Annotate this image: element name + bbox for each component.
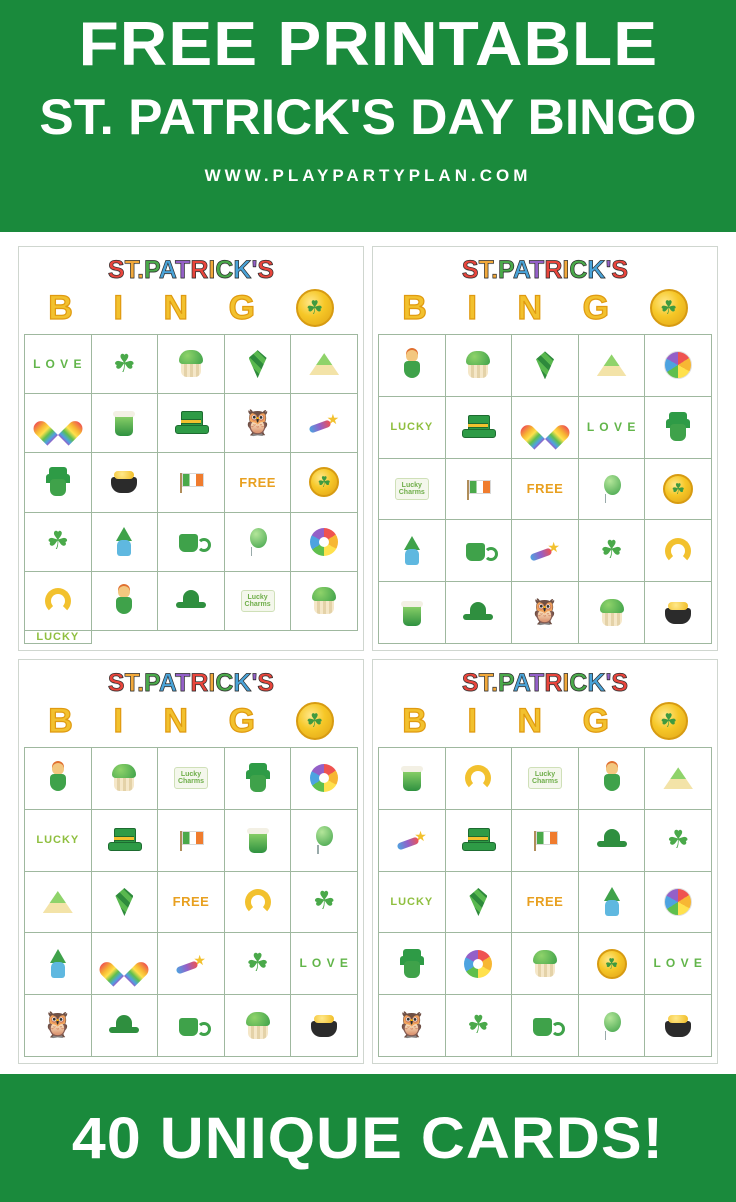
bingo-cell[interactable] (225, 810, 292, 872)
bingo-grid (378, 747, 712, 1057)
bingo-grid (24, 334, 358, 644)
bingo-cell[interactable] (25, 513, 92, 572)
rainbow-donut-icon (464, 950, 492, 978)
bingo-grid (24, 747, 358, 1057)
shooting-star-icon (309, 411, 339, 435)
card-title-letter: A (512, 669, 530, 697)
irish-flag-icon (531, 829, 559, 851)
bingo-word-cell[interactable]: LUCKY (379, 397, 446, 459)
bingo-cell[interactable] (225, 335, 292, 394)
bingo-cell[interactable] (579, 933, 646, 995)
pie-icon (663, 767, 693, 789)
balloon-icon (311, 826, 337, 854)
card-title-letter: ' (605, 256, 612, 284)
bingo-cell[interactable] (25, 394, 92, 453)
bingo-word-row (382, 700, 708, 742)
card-title-letter: . (491, 669, 499, 697)
pie-icon (597, 354, 627, 376)
lucky-charm-sign-icon: Lucky Charms (395, 478, 429, 500)
card-title-letter: C (215, 256, 234, 284)
irish-flag-icon (177, 471, 205, 493)
bingo-cell[interactable] (291, 872, 358, 934)
bingo-cell[interactable] (92, 810, 159, 872)
bingo-cell[interactable] (225, 513, 292, 572)
bingo-cell[interactable] (158, 453, 225, 512)
bingo-letter: N (517, 702, 543, 740)
pie-icon (309, 353, 339, 375)
bingo-free-cell[interactable]: FREE (225, 453, 292, 512)
card-title-letter: I (208, 256, 216, 284)
bingo-letter: I (113, 702, 123, 740)
owl-icon: 🦉 (396, 1011, 428, 1040)
bingo-cell[interactable] (446, 810, 513, 872)
bowler-hat-icon (176, 590, 206, 612)
bingo-cell[interactable] (512, 810, 579, 872)
top-banner (0, 0, 736, 232)
horseshoe-icon (45, 588, 71, 614)
bingo-cell[interactable] (645, 397, 712, 459)
bingo-cell[interactable] (379, 520, 446, 582)
cupcake-icon (599, 599, 625, 627)
irish-girl-icon (113, 586, 135, 616)
horseshoe-icon (245, 889, 271, 915)
milkshake-icon (400, 764, 424, 792)
bowler-hat-icon (597, 829, 627, 851)
bingo-word-row (28, 700, 354, 742)
pie-icon (43, 891, 73, 913)
bingo-word-cell[interactable]: L O V E (25, 335, 92, 394)
bingo-card (18, 659, 364, 1064)
irish-girl-icon (401, 350, 423, 380)
bingo-cell[interactable] (291, 995, 358, 1057)
bingo-cell[interactable] (579, 872, 646, 934)
card-title-letter: I (562, 256, 570, 284)
card-title-letter: S (461, 256, 479, 284)
bingo-cell[interactable] (512, 933, 579, 995)
bingo-cell[interactable] (291, 810, 358, 872)
mug-icon (464, 539, 492, 563)
bingo-word-cell[interactable]: L O V E (291, 933, 358, 995)
gnome-icon (600, 887, 624, 917)
banner-headline-line2: ST. PATRICK'S DAY BINGO (39, 89, 697, 145)
leprechaun-hat-icon (462, 415, 494, 439)
bingo-cell[interactable] (446, 872, 513, 934)
pot-of-gold-icon (663, 601, 693, 625)
bingo-card (372, 246, 718, 651)
bingo-cell[interactable] (225, 933, 292, 995)
milkshake-icon (246, 826, 270, 854)
bingo-cell[interactable] (446, 459, 513, 521)
bingo-cell[interactable] (291, 453, 358, 512)
bingo-cell[interactable] (158, 335, 225, 394)
bingo-cell[interactable] (158, 572, 225, 631)
bingo-free-cell[interactable]: FREE (512, 459, 579, 521)
owl-icon: 🦉 (242, 408, 274, 437)
bingo-cell[interactable] (225, 995, 292, 1057)
card-title-letter: T (175, 669, 191, 697)
bingo-cell[interactable] (92, 933, 159, 995)
bingo-letter: N (163, 289, 189, 327)
mug-icon (531, 1014, 559, 1038)
bingo-free-cell[interactable]: FREE (158, 872, 225, 934)
owl-icon: 🦉 (42, 1011, 74, 1040)
bingo-letter: G (228, 702, 256, 740)
bingo-cell[interactable] (645, 810, 712, 872)
bingo-cell[interactable] (446, 335, 513, 397)
bingo-cell[interactable] (579, 810, 646, 872)
clover-icon: ☘ (666, 825, 690, 854)
clover-icon: ☘ (467, 1011, 490, 1040)
card-title-letter: C (569, 256, 588, 284)
card-title-letter: S (611, 256, 629, 284)
milkshake-icon (112, 409, 136, 437)
card-title-letter: T (124, 256, 138, 284)
cupcake-icon (111, 764, 137, 792)
bingo-cell[interactable] (446, 397, 513, 459)
bingo-cell[interactable] (379, 995, 446, 1057)
gold-coin-icon: ☘ (650, 702, 688, 740)
pot-of-gold-icon (309, 1014, 339, 1038)
card-title-letter: T (529, 256, 545, 284)
bingo-cell[interactable] (379, 933, 446, 995)
bingo-word-row (382, 287, 708, 329)
horseshoe-icon (465, 765, 491, 791)
bingo-cell[interactable] (512, 520, 579, 582)
bingo-letter: G (582, 702, 610, 740)
bingo-cell[interactable] (579, 520, 646, 582)
card-title-letter: K (587, 669, 606, 697)
bingo-cell[interactable] (291, 394, 358, 453)
bingo-letter: B (48, 702, 73, 740)
bingo-grid (378, 334, 712, 644)
bingo-word-cell[interactable]: L O V E (579, 397, 646, 459)
bingo-word-cell[interactable]: LUCKY (379, 872, 446, 934)
bingo-cell[interactable] (92, 453, 159, 512)
bowler-hat-icon (109, 1015, 139, 1037)
pot-of-gold-icon (109, 470, 139, 494)
gold-coin-icon: ☘ (296, 702, 334, 740)
card-title-letter: A (512, 256, 530, 284)
card-title-letter: C (569, 669, 588, 697)
clover-icon: ☘ (113, 349, 136, 378)
rainbow-donut-icon (310, 528, 338, 556)
card-title-letter: ' (605, 669, 612, 697)
rainbow-donut-icon (310, 764, 338, 792)
card-title-letter: T (529, 669, 545, 697)
bingo-word-cell[interactable]: LUCKY (25, 810, 92, 872)
card-title-letter: R (190, 256, 209, 284)
bowler-hat-icon (463, 602, 493, 624)
bingo-cell[interactable] (225, 872, 292, 934)
card-title-letter: K (233, 669, 252, 697)
card-title-letter: S (107, 669, 125, 697)
bingo-cell[interactable] (446, 520, 513, 582)
bingo-cell[interactable] (158, 810, 225, 872)
card-title-letter: P (144, 669, 159, 697)
bingo-cell[interactable] (92, 394, 159, 453)
irish-flag-icon (464, 478, 492, 500)
banner-website-url: WWW.PLAYPARTYPLAN.COM (204, 166, 532, 185)
bingo-cell[interactable] (379, 459, 446, 521)
leprechaun-hat-icon (108, 828, 140, 852)
bingo-letter: B (48, 289, 73, 327)
leprechaun-icon (246, 763, 270, 793)
clover-icon: ☘ (600, 536, 623, 565)
card-title-letter: A (158, 256, 176, 284)
card-title-letter: T (478, 256, 492, 284)
bingo-cell[interactable] (446, 995, 513, 1057)
mug-icon (177, 530, 205, 554)
clover-icon: ☘ (246, 949, 269, 978)
necktie-icon (249, 350, 267, 378)
balloon-icon (599, 475, 625, 503)
bingo-cell[interactable] (645, 335, 712, 397)
shooting-star-icon (397, 828, 427, 852)
bottom-banner (0, 1074, 736, 1202)
shooting-star-icon (530, 539, 560, 563)
card-title (24, 258, 358, 283)
bingo-cell[interactable] (158, 748, 225, 810)
card-title-letter: T (175, 256, 191, 284)
leprechaun-icon (46, 467, 70, 497)
necktie-icon (115, 888, 133, 916)
bingo-cell[interactable] (645, 459, 712, 521)
bingo-cell[interactable] (25, 748, 92, 810)
rainbow-heart-icon (109, 950, 139, 978)
bingo-letter: B (402, 289, 427, 327)
bingo-cell[interactable] (645, 520, 712, 582)
cupcake-icon (532, 950, 558, 978)
bingo-cell[interactable] (645, 748, 712, 810)
bingo-cell[interactable] (25, 572, 92, 631)
bingo-cell[interactable] (645, 995, 712, 1057)
bingo-card (372, 659, 718, 1064)
card-title-letter: S (257, 669, 275, 697)
milkshake-icon (400, 599, 424, 627)
bingo-word-cell[interactable]: LUCKY (25, 631, 92, 644)
clover-icon: ☘ (312, 887, 336, 916)
bingo-letter: N (517, 289, 543, 327)
bingo-cell[interactable] (446, 933, 513, 995)
rainbow-ball-icon (664, 888, 692, 916)
bingo-cell[interactable] (579, 582, 646, 644)
rainbow-heart-icon (43, 409, 73, 437)
bingo-cell[interactable] (92, 995, 159, 1057)
leprechaun-hat-icon (175, 411, 207, 435)
bingo-cell[interactable] (579, 748, 646, 810)
bingo-cell[interactable] (446, 748, 513, 810)
card-title-letter: S (107, 256, 125, 284)
bingo-cell[interactable] (645, 872, 712, 934)
shooting-star-icon (176, 952, 206, 976)
bottom-banner-text: 40 UNIQUE CARDS! (71, 1105, 665, 1171)
balloon-icon (599, 1012, 625, 1040)
cupcake-icon (311, 587, 337, 615)
leprechaun-icon (400, 949, 424, 979)
gold-coin-icon: ☘ (597, 949, 627, 979)
lucky-charm-sign-icon: Lucky Charms (241, 590, 275, 612)
owl-icon: 🦉 (529, 598, 561, 627)
bingo-letter: I (113, 289, 123, 327)
card-title-letter: T (478, 669, 492, 697)
bingo-cell[interactable] (512, 335, 579, 397)
bingo-cards-area (0, 232, 736, 1074)
bingo-free-cell[interactable]: FREE (512, 872, 579, 934)
bingo-letter: I (467, 702, 477, 740)
card-title (378, 671, 712, 696)
card-title-letter: . (137, 669, 145, 697)
card-title-letter: S (611, 669, 629, 697)
bingo-cell[interactable] (379, 335, 446, 397)
horseshoe-icon (665, 538, 691, 564)
gold-coin-icon: ☘ (650, 289, 688, 327)
gnome-icon (400, 536, 424, 566)
bingo-cell[interactable] (579, 995, 646, 1057)
bingo-cell[interactable] (379, 748, 446, 810)
irish-flag-icon (177, 829, 205, 851)
lucky-charm-sign-icon: Lucky Charms (528, 767, 562, 789)
bingo-letter: B (402, 702, 427, 740)
bingo-word-row (28, 287, 354, 329)
card-title-letter: P (498, 256, 513, 284)
bingo-cell[interactable] (379, 810, 446, 872)
necktie-icon (469, 888, 487, 916)
bingo-cell[interactable] (92, 572, 159, 631)
bingo-cell[interactable] (291, 335, 358, 394)
card-title-letter: K (587, 256, 606, 284)
bingo-cell[interactable] (512, 582, 579, 644)
bingo-cell[interactable] (512, 748, 579, 810)
bingo-letter: G (582, 289, 610, 327)
bingo-cell[interactable] (512, 397, 579, 459)
necktie-icon (536, 351, 554, 379)
bingo-cell[interactable] (92, 513, 159, 572)
bingo-cell[interactable] (579, 459, 646, 521)
card-title-letter: K (233, 256, 252, 284)
bingo-cell[interactable] (291, 572, 358, 631)
gold-coin-icon: ☘ (309, 467, 339, 497)
bingo-cell[interactable] (25, 872, 92, 934)
card-title-letter: T (124, 669, 138, 697)
card-title-letter: R (544, 256, 563, 284)
bingo-cell[interactable] (379, 582, 446, 644)
card-title (378, 258, 712, 283)
card-title-letter: R (190, 669, 209, 697)
rainbow-heart-icon (530, 413, 560, 441)
card-title-letter: ' (251, 256, 258, 284)
bingo-cell[interactable] (291, 748, 358, 810)
cupcake-icon (245, 1012, 271, 1040)
irish-girl-icon (47, 763, 69, 793)
card-title-letter: S (257, 256, 275, 284)
card-title-letter: R (544, 669, 563, 697)
leprechaun-hat-icon (462, 828, 494, 852)
bingo-cell[interactable] (158, 933, 225, 995)
bingo-cell[interactable] (446, 582, 513, 644)
bingo-letter: G (228, 289, 256, 327)
bingo-cell[interactable] (25, 453, 92, 512)
pot-of-gold-icon (663, 1014, 693, 1038)
cupcake-icon (178, 350, 204, 378)
bingo-cell[interactable] (579, 335, 646, 397)
bingo-cell[interactable] (291, 513, 358, 572)
bingo-cell[interactable] (158, 394, 225, 453)
lucky-charm-sign-icon: Lucky Charms (174, 767, 208, 789)
card-title-letter: I (208, 669, 216, 697)
bingo-cell[interactable] (645, 582, 712, 644)
card-title-letter: C (215, 669, 234, 697)
bingo-cell[interactable] (225, 394, 292, 453)
bingo-cell[interactable] (512, 995, 579, 1057)
card-title-letter: I (562, 669, 570, 697)
mug-icon (177, 1014, 205, 1038)
bingo-letter: N (163, 702, 189, 740)
bingo-cell[interactable] (225, 572, 292, 631)
card-title-letter: . (137, 256, 145, 284)
bingo-card (18, 246, 364, 651)
bingo-word-cell[interactable]: L O V E (645, 933, 712, 995)
card-title-letter: . (491, 256, 499, 284)
bingo-cell[interactable] (158, 513, 225, 572)
gnome-icon (46, 949, 70, 979)
bingo-cell[interactable] (158, 995, 225, 1057)
balloon-icon (245, 528, 271, 556)
bingo-cell[interactable] (25, 995, 92, 1057)
bingo-cell[interactable] (225, 748, 292, 810)
gold-coin-icon: ☘ (663, 474, 693, 504)
card-title-letter: P (498, 669, 513, 697)
card-title-letter: ' (251, 669, 258, 697)
bingo-cell[interactable] (25, 933, 92, 995)
bingo-cell[interactable] (92, 872, 159, 934)
card-title-letter: S (461, 669, 479, 697)
bingo-letter: I (467, 289, 477, 327)
cupcake-icon (465, 351, 491, 379)
gold-coin-icon: ☘ (296, 289, 334, 327)
card-title-letter: P (144, 256, 159, 284)
clover-icon: ☘ (46, 527, 69, 556)
bingo-cell[interactable] (92, 748, 159, 810)
leprechaun-icon (666, 412, 690, 442)
irish-girl-icon (601, 763, 623, 793)
card-title (24, 671, 358, 696)
banner-headline-line1: FREE PRINTABLE (78, 10, 658, 79)
bingo-cell[interactable] (92, 335, 159, 394)
gnome-icon (112, 527, 136, 557)
rainbow-ball-icon (664, 351, 692, 379)
card-title-letter: A (158, 669, 176, 697)
